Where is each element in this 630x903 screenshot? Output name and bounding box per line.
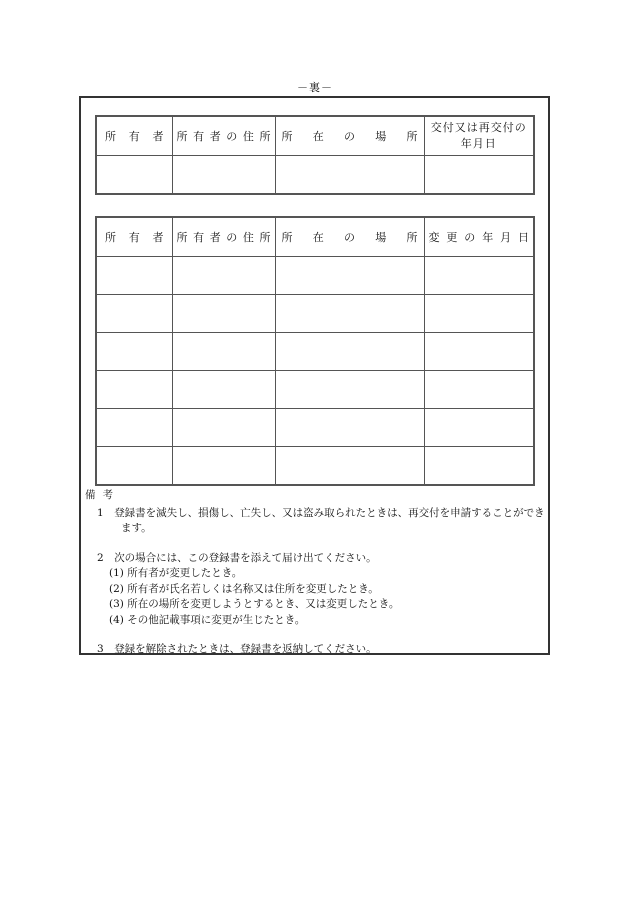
note-number: 1 (97, 506, 104, 519)
table-row (96, 409, 534, 447)
page-heading: －裏－ (297, 81, 333, 94)
note-number: 3 (97, 643, 104, 655)
cell-owner (96, 333, 172, 371)
note-sub-item: (4) その他記載事項に変更が生じたとき。 (109, 613, 306, 626)
change-table-header-row (96, 217, 534, 257)
note-sub-item: (3) 所在の場所を変更しようとするとき、又は変更したとき。 (109, 598, 400, 610)
table-row (96, 371, 534, 409)
header-owner: 所 有 者 (96, 217, 172, 257)
header-owner-address: 所有者の住所 (172, 116, 275, 156)
cell-owner-address (172, 257, 275, 295)
note-number: 2 (97, 551, 104, 564)
header-location: 所 在 の 場 所 (275, 217, 424, 257)
cell-location (275, 156, 424, 195)
cell-owner-address (172, 447, 275, 486)
note-item-2 (85, 551, 547, 567)
table-row (96, 333, 534, 371)
note-item-1 (85, 506, 547, 537)
issue-record-table (95, 115, 535, 195)
cell-change-date (424, 295, 534, 333)
header-change-date: 変更の年月日 (424, 217, 534, 257)
cell-owner (96, 447, 172, 486)
table-row (96, 257, 534, 295)
note-text: 登録書を滅失し、損傷し、亡失し、又は盗み取られたときは、再交付を申請することができます。 (114, 506, 545, 534)
cell-location (275, 295, 424, 333)
cell-owner (96, 257, 172, 295)
note-sub-item: (2) 所有者が氏名若しくは名称又は住所を変更したとき。 (109, 582, 379, 595)
cell-owner (96, 409, 172, 447)
cell-location (275, 447, 424, 486)
header-issue-date: 交付又は再交付の年月日 (424, 116, 534, 156)
cell-location (275, 333, 424, 371)
note-item-3 (85, 642, 547, 658)
notes-heading: 備考 (85, 489, 120, 501)
cell-change-date (424, 333, 534, 371)
cell-change-date (424, 409, 534, 447)
header-location: 所 在 の 場 所 (275, 116, 424, 156)
note-sub-item: (1) 所有者が変更したとき。 (109, 567, 243, 579)
note-text: 次の場合には、この登録書を添えて届け出てください。 (114, 551, 377, 564)
cell-location (275, 371, 424, 409)
header-owner-address: 所有者の住所 (172, 217, 275, 257)
cell-issue-date (424, 156, 534, 195)
cell-owner-address (172, 295, 275, 333)
table-row (96, 295, 534, 333)
cell-change-date (424, 371, 534, 409)
issue-table-header-row (96, 116, 534, 156)
cell-change-date (424, 257, 534, 295)
cell-change-date (424, 447, 534, 486)
cell-owner (96, 295, 172, 333)
form-frame (79, 96, 550, 655)
cell-owner (96, 156, 172, 195)
cell-owner-address (172, 409, 275, 447)
table-row (96, 447, 534, 486)
change-record-table (95, 216, 535, 486)
cell-owner-address (172, 156, 275, 195)
header-owner: 所 有 者 (96, 116, 172, 156)
note-text: 登録を解除されたときは、登録書を返納してください。 (114, 643, 377, 655)
cell-location (275, 257, 424, 295)
table-row (96, 156, 534, 195)
notes-section (85, 488, 547, 658)
cell-owner-address (172, 371, 275, 409)
cell-owner-address (172, 333, 275, 371)
cell-owner (96, 371, 172, 409)
cell-location (275, 409, 424, 447)
